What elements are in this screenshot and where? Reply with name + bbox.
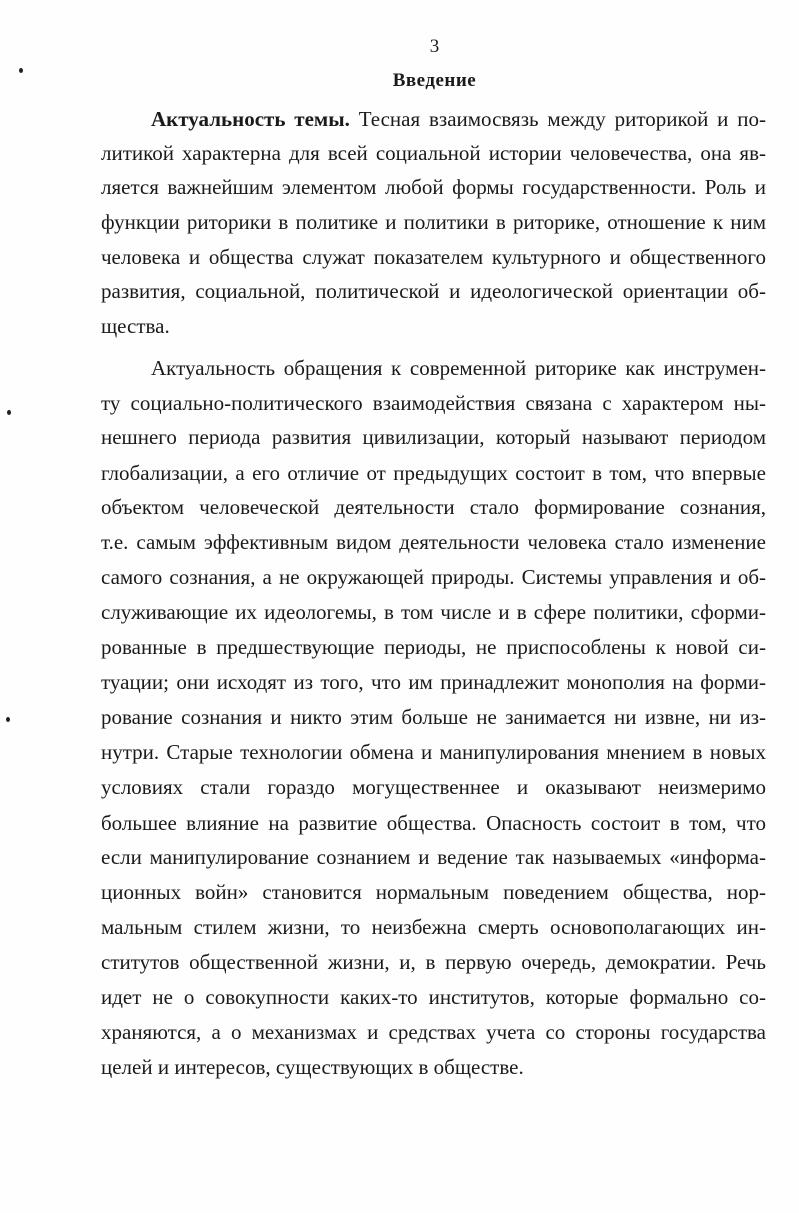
paragraph-2-line-2: ту социально-политического взаимодействия связана с характером ны-: [101, 391, 766, 415]
paragraph-2-line-14: большее влияние на развитие общества. Опасность состоит в том, что: [101, 811, 766, 835]
paragraph-1-line-6: развития, социальной, политической и идеологической ориентации об-: [101, 279, 766, 303]
scan-speck: [6, 717, 10, 722]
paragraph-2-line-21: целей и интересов, существующих в обществе.: [101, 1055, 524, 1079]
page-number: 3: [429, 36, 440, 57]
paragraph-2-line-16: ционных войн» становится нормальным поведением общества, нор-: [101, 880, 766, 904]
scan-speck: [19, 68, 23, 73]
paragraph-2-line-12: нутри. Старые технологии обмена и манипулирования мнением в новых: [101, 740, 766, 764]
paragraph-1-line-5: человека и общества служат показателем культурного и общественного: [101, 245, 766, 269]
paragraph-2-line-8: служивающие их идеологемы, в том числе и в сфере политики, сформи-: [101, 600, 766, 624]
paragraph-1-line-1-text: Тесная взаимосвязь между риторикой и по-: [349, 107, 767, 131]
paragraph-2-line-19: идет не о совокупности каких-то институтов, которые формально со-: [101, 985, 766, 1009]
paragraph-2-line-7: самого сознания, а не окружающей природы. Системы управления и об-: [101, 565, 766, 589]
paragraph-2-line-15: если манипулирование сознанием и ведение так называемых «информа-: [101, 845, 766, 869]
paragraph-2-line-1: Актуальность обращения к современной риторике как инструмен-: [151, 356, 766, 380]
paragraph-2-line-10: туации; они исходят из того, что им принадлежит монополия на форми-: [101, 670, 766, 694]
paragraph-2-line-20: храняются, а о механизмах и средствах учета со стороны государства: [101, 1020, 766, 1044]
scan-speck: [7, 410, 11, 415]
paragraph-2-line-17: мальным стилем жизни, то неизбежна смерть основополагающих ин-: [101, 915, 766, 939]
page-title: Введение: [392, 70, 477, 91]
paragraph-2-line-13: условиях стали гораздо могущественнее и оказывают неизмеримо: [101, 775, 766, 799]
paragraph-2-line-5: объектом человеческой деятельности стало формирование сознания,: [101, 495, 766, 519]
paragraph-2-line-4: глобализации, а его отличие от предыдущих состоит в том, что впервые: [101, 461, 766, 485]
paragraph-1-line-2: литикой характерна для всей социальной истории человечества, она яв-: [101, 141, 766, 165]
paragraph-2-line-9: рованные в предшествующие периоды, не приспособлены к новой си-: [101, 635, 766, 659]
paragraph-1-line-3: ляется важнейшим элементом любой формы государственности. Роль и: [101, 175, 766, 199]
paragraph-2-line-11: рование сознания и никто этим больше не занимается ни извне, ни из-: [101, 705, 766, 729]
topic-relevance-lead: Актуальность темы.: [151, 107, 350, 131]
paragraph-2-line-3: нешнего периода развития цивилизации, который называют периодом: [101, 425, 766, 449]
paragraph-1-line-7: щества.: [101, 314, 170, 338]
paragraph-2-line-6: т.е. самым эффективным видом деятельности человека стало изменение: [101, 530, 766, 554]
paragraph-1-line-4: функции риторики в политике и политики в риторике, отношение к ним: [101, 210, 766, 234]
paragraph-1-line-1: [151, 102, 766, 136]
paragraph-2-line-18: ститутов общественной жизни, и, в первую очередь, демократии. Речь: [101, 950, 766, 974]
